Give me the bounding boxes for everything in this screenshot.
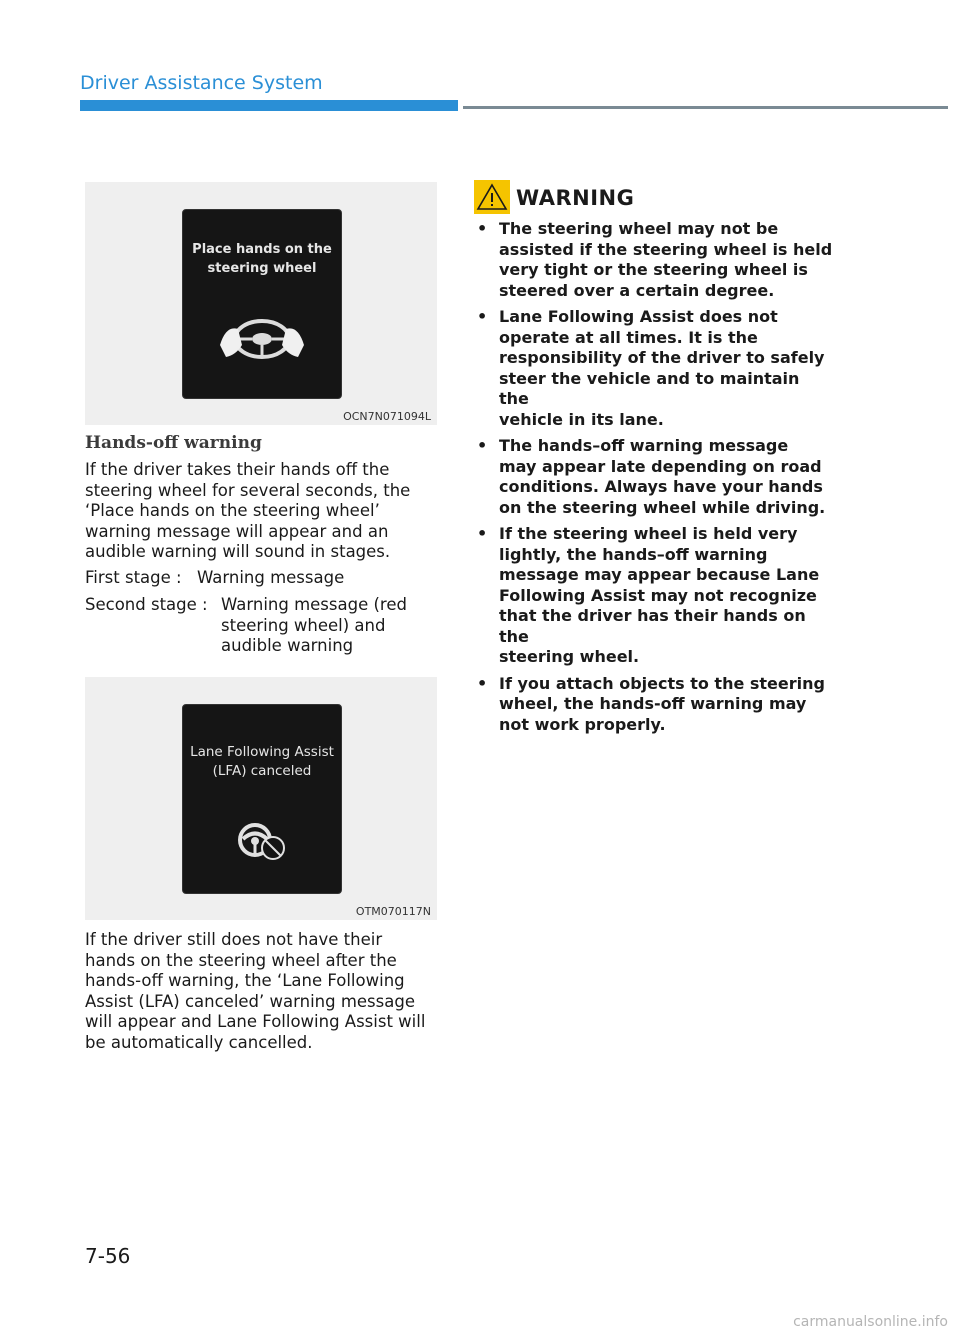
header-rule-gray bbox=[463, 106, 948, 109]
page-number: 7-56 bbox=[85, 1244, 131, 1268]
lfa-canceled-paragraph: If the driver still does not have their hands on the steering wheel after the hands-off warning, the ‘Lane Following Assist (LFA) canceled’ warning message will appear and Lane Following Assist will be automatically cancelled. bbox=[85, 930, 426, 1052]
second-stage-value: Warning message (red steering wheel) and audible warning bbox=[221, 595, 407, 655]
page-header-title: Driver Assistance System bbox=[80, 72, 323, 94]
figure-hands-off bbox=[85, 182, 437, 425]
cluster-screen bbox=[182, 209, 342, 399]
warning-list bbox=[474, 219, 834, 741]
watermark[interactable]: carmanualsonline.info bbox=[793, 1314, 948, 1330]
cluster-screen bbox=[182, 704, 342, 894]
warning-item: • If the steering wheel is held very lightly, the hands–off warning message may appear because Lane Following Assist may not recognize that the driver has their hands on the steering wheel. bbox=[477, 524, 820, 666]
screen-message: Lane Following Assist (LFA) canceled bbox=[190, 744, 334, 779]
warning-item: • If you attach objects to the steering wheel, the hands-off warning may not work properly. bbox=[477, 673, 825, 734]
bullet: • bbox=[477, 219, 488, 238]
warning-item: • Lane Following Assist does not operate at all times. It is the responsibility of the driver to safely steer the vehicle and to maintain the vehicle in its lane. bbox=[477, 307, 825, 429]
bullet: • bbox=[477, 307, 488, 326]
hands-off-paragraph: If the driver takes their hands off the steering wheel for several seconds, the ‘Place hands on the steering wheel’ warning message will appear and an audible warning will sound in stages. bbox=[85, 460, 411, 561]
header-rule-blue bbox=[80, 100, 458, 111]
figure-code: OTM070117N bbox=[355, 905, 431, 918]
first-stage-label: First stage : bbox=[85, 568, 182, 587]
first-stage-value: Warning message bbox=[197, 568, 345, 587]
warning-triangle-icon bbox=[474, 180, 510, 214]
warning-item: • The hands–off warning message may appear late depending on road conditions. Always have your hands on the steering wheel while driving. bbox=[477, 436, 826, 517]
screen-message: Place hands on the steering wheel bbox=[192, 242, 332, 276]
warning-title: WARNING bbox=[516, 186, 635, 210]
second-stage-label: Second stage : bbox=[85, 595, 208, 614]
lfa-canceled-icon bbox=[235, 820, 291, 862]
section-heading: Hands-off warning bbox=[85, 433, 262, 453]
warning-item: • The steering wheel may not be assisted if the steering wheel is held very tight or the steering wheel is steered over a certain degree. bbox=[477, 219, 833, 300]
bullet: • bbox=[477, 673, 488, 693]
figure-code: OCN7N071094L bbox=[343, 410, 431, 423]
hands-on-wheel-icon bbox=[218, 315, 306, 363]
figure-lfa-canceled bbox=[85, 677, 437, 920]
bullet: • bbox=[477, 524, 488, 543]
bullet: • bbox=[477, 436, 488, 455]
